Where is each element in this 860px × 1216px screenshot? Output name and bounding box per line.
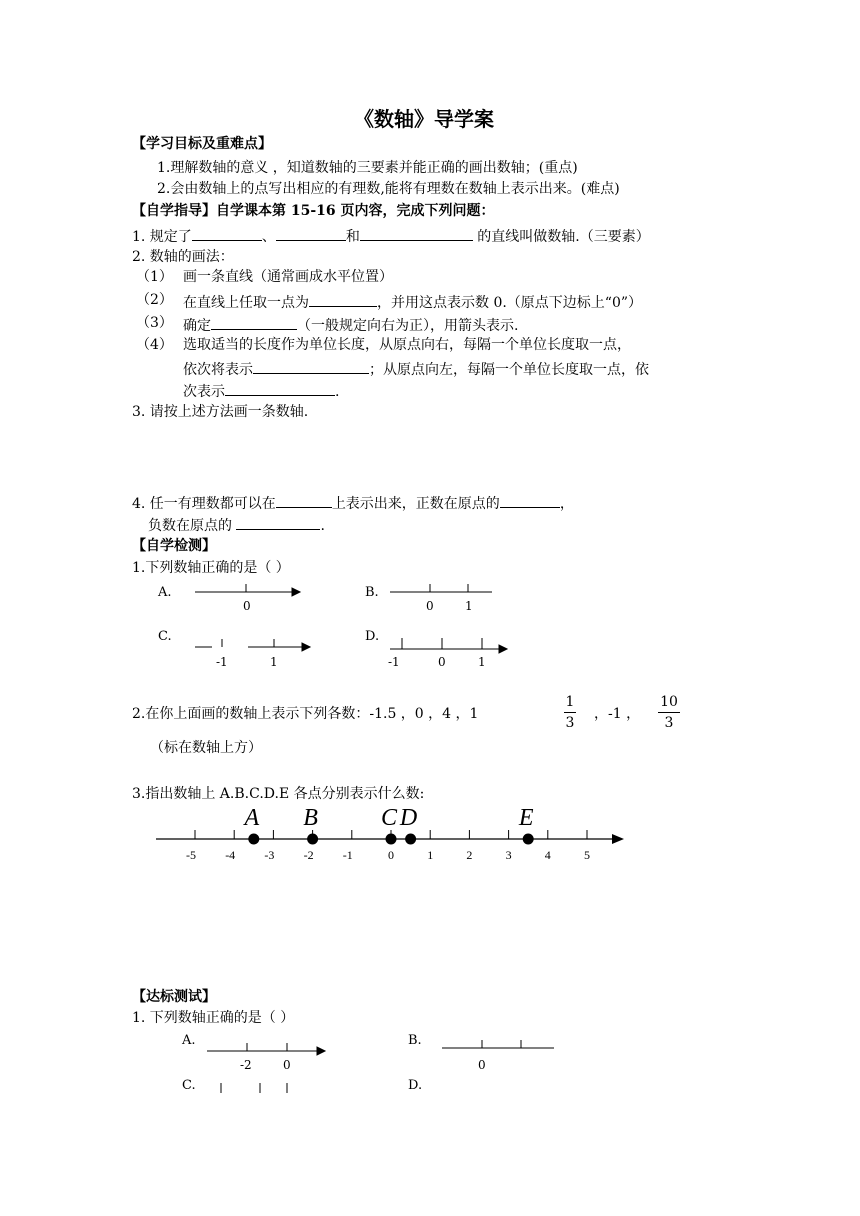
point-label-d: D [399,805,418,831]
step-3-b: （一般规定向右为正），用箭头表示. [297,318,519,334]
axis-option-d [390,638,507,653]
guide-header: 【自学指导】自学课本第 15-16 页内容，完成下列问题： [132,203,495,219]
point-label-a: A [244,805,260,831]
point-label-c: C [380,805,398,831]
step-1-text: 画一条直线（通常画成水平位置） [183,269,393,285]
guide-q4-c: ， [559,496,574,512]
axis-tick-label: -1 [342,848,353,862]
answer-blank[interactable] [211,316,297,330]
selfcheck-q2-note: （标在数轴上方） [150,740,262,756]
test-header: 【达标测试】 [132,989,216,1005]
point-c [386,834,397,845]
guide-q4-d: 负数在原点的 [148,518,237,534]
axis-tick-label: -3 [264,848,275,862]
step-4-line2-b: ；从原点向左，每隔一个单位长度取一点，依 [369,362,649,378]
answer-blank[interactable] [253,360,369,374]
answer-blank[interactable] [500,494,560,508]
step-4-line3-b: . [335,384,340,400]
axis-c-tick-label: -1 [216,655,228,669]
guide-q4-b: 上表示出来，正数在原点的 [331,496,500,512]
answer-blank[interactable] [309,293,377,307]
answer-blank[interactable] [236,516,320,530]
objectives-header: 【学习目标及重难点】 [132,136,272,152]
test-option-b-label: B. [408,1033,422,1048]
step-2-a: 在直线上任取一点为 [183,295,309,311]
axis-c-tick-label: 1 [270,655,278,669]
test-option-d-label: D. [408,1078,423,1093]
guide-q4-e: . [320,518,325,534]
option-c-label: C. [158,629,172,644]
test-option-c-label: C. [182,1078,196,1093]
point-b [307,834,318,845]
step-3-num: （3） [136,315,173,331]
test-option-a-label: A. [182,1033,196,1048]
guide-q3: 3. 请按上述方法画一条数轴. [132,404,309,420]
guide-q4-a: 4. 任一有理数都可以在 [132,496,276,512]
step-4-line3 [183,382,339,399]
axis-test-a [207,1043,325,1055]
axis-tick-label: 4 [544,848,551,862]
step-4-line2-a: 依次将表示 [183,362,253,378]
axis-a-tick-label: 0 [243,599,251,613]
answer-blank[interactable] [276,494,332,508]
point-d [405,834,416,845]
guide-q4-line2 [148,516,325,533]
axis-tick-label: -4 [225,848,236,862]
guide-q1-sep2: 和 [345,229,360,245]
axis-b-tick-label: 1 [465,599,473,613]
test-axis-a-tick-label: 0 [283,1058,291,1072]
axis-tick-label: 5 [584,848,590,862]
axis-tick-label: 1 [427,848,434,862]
axis-arrow [612,834,624,844]
guide-q1-end: 的直线叫做数轴.（三要素） [472,229,650,245]
step-2-text [183,293,642,310]
selfcheck-q1: 1.下列数轴正确的是（ ） [132,560,290,576]
test-axis-b-tick-label: 0 [478,1058,486,1072]
step-3-a: 确定 [183,318,211,334]
fraction-denominator: 3 [664,715,674,731]
answer-blank[interactable] [276,227,346,241]
fraction-ten-thirds [658,695,680,730]
axis-option-a [195,584,300,596]
answer-blank[interactable] [360,227,473,241]
axis-tick-label: -2 [303,848,314,862]
guide-q2: 2. 数轴的画法： [132,249,234,265]
fraction-one-third [564,695,576,730]
axis-d-tick-label: 1 [478,655,486,669]
guide-q1-sep1: 、 [261,229,276,245]
test-q1: 1. 下列数轴正确的是（ ） [132,1010,295,1026]
option-b-label: B. [365,585,379,600]
step-2-num: （2） [136,292,173,308]
axis-option-c [195,639,310,651]
fraction-numerator: 1 [565,694,575,710]
objective-2: 2.会由数轴上的点写出相应的有理数,能将有理数在数轴上表示出来。(难点) [157,181,620,197]
step-4-line1: 选取适当的长度作为单位长度，从原点向右，每隔一个单位长度取一点， [183,337,631,353]
step-4-line2 [183,360,649,377]
fraction-numerator: 10 [660,694,678,710]
page-title: 《数轴》导学案 [354,107,494,131]
option-a-label: A. [158,585,172,600]
step-3-text [183,316,518,333]
guide-q1-lead: 1. 规定了 [132,229,192,245]
axis-tick-label: 2 [466,848,473,862]
answer-blank[interactable] [225,382,335,396]
selfcheck-q2-mid: ，-1 ， [594,706,641,722]
axis-test-c [221,1083,287,1093]
selfcheck-q2: 2.在你上面画的数轴上表示下列各数：-1.5 ，0 ，4 ，1 [132,706,479,722]
axis-tick-label: -5 [186,848,196,862]
test-axis-a-tick-label: -2 [240,1058,252,1072]
axis-option-b [390,584,492,592]
axis-tick-label: 3 [505,848,512,862]
option-d-label: D. [365,629,380,644]
guide-q4-line1 [132,494,574,511]
step-1-num: （1） [136,269,173,285]
step-4-line3-a: 次表示 [183,384,225,400]
point-a [248,834,259,845]
axis-b-tick-label: 0 [426,599,434,613]
step-4-num: （4） [136,337,173,353]
selfcheck-header: 【自学检测】 [132,538,216,554]
step-2-b: ，并用这点表示数 0.（原点下边标上“0”） [377,295,643,311]
point-label-b: B [303,805,318,831]
point-e [523,834,534,845]
axis-test-b [442,1040,554,1048]
axis-tick-label: 0 [388,848,394,862]
answer-blank[interactable] [192,227,262,241]
point-label-e: E [518,805,534,831]
selfcheck-q3: 3.指出数轴上 A.B.C.D.E 各点分别表示什么数: [132,786,425,802]
objective-1: 1.理解数轴的意义 ，知道数轴的三要素并能正确的画出数轴；(重点) [157,160,578,176]
guide-q1 [132,227,650,244]
fraction-denominator: 3 [565,715,575,731]
axis-d-tick-label: 0 [438,655,446,669]
axis-d-tick-label: -1 [388,655,400,669]
